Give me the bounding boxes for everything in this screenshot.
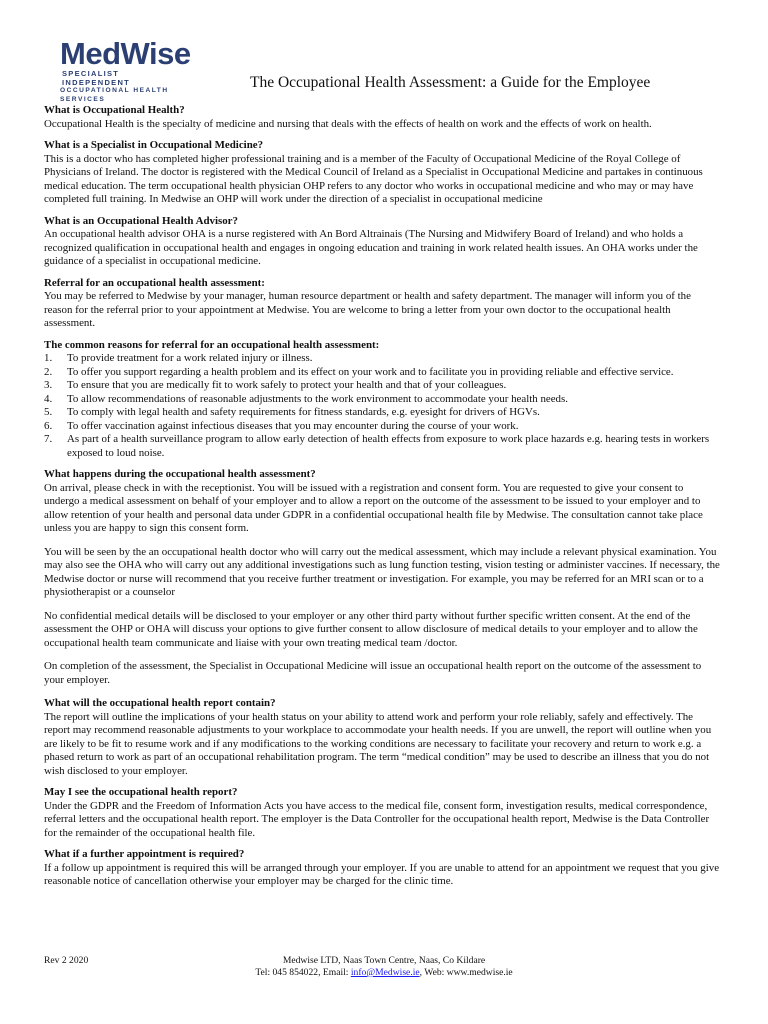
section-advisor — [44, 215, 720, 269]
list-item-text: To provide treatment for a work related injury or illness. — [67, 352, 313, 364]
section-referral — [44, 277, 720, 331]
section-what-is-oh — [44, 104, 720, 131]
section-see-report — [44, 786, 720, 840]
footer-web: , Web: www.medwise.ie — [419, 967, 513, 978]
list-item — [44, 433, 720, 460]
list-item — [44, 352, 720, 366]
reasons-list — [44, 352, 720, 460]
section-during-assessment — [44, 468, 720, 687]
list-item — [44, 406, 720, 420]
section-heading: What is an Occupational Health Advisor? — [44, 214, 238, 227]
section-paragraph: Under the GDPR and the Freedom of Information Acts you have access to the medical file, consent form, investigation results, medical correspondence, referral letters and the occupational health report. The employer is the Data Controller for the occupational health report, Medwise is the Data Controller for the remainder of the occupational health file. — [44, 799, 710, 839]
footer-address: Medwise LTD, Naas Town Centre, Naas, Co Kildare — [282, 955, 486, 966]
section-heading: The common reasons for referral for an occupational health assessment: — [44, 338, 380, 351]
list-item-text: To offer vaccination against infectious diseases that you may encounter during the course of your work. — [67, 419, 519, 432]
section-paragraph: Occupational Health is the specialty of medicine and nursing that deals with the effects of health on work and the effects of work on health. — [44, 117, 652, 130]
section-heading: What is Occupational Health? — [44, 104, 185, 116]
section-heading: What happens during the occupational health assessment? — [44, 468, 316, 480]
section-paragraph: No confidential medical details will be disclosed to your employer or any other third party without further specific written consent. At the end of the assessment the OHP or OHA will discuss your options to give further consent to allow disclosure of medical details to your employer and to allow the occupational health team communicate and liaise with your own treating medical team /doctor. — [44, 609, 698, 649]
logo-tagline-2: OCCUPATIONAL HEALTH SERVICES — [60, 87, 169, 103]
document-body — [44, 104, 720, 897]
list-item-text: To allow recommendations of reasonable adjustments to the work environment to accommodate your health needs. — [67, 392, 568, 405]
document-title: The Occupational Health Assessment: a Guide for the Employee — [250, 74, 651, 91]
section-heading: What is a Specialist in Occupational Medicine? — [44, 139, 264, 151]
section-paragraph: If a follow up appointment is required this will be arranged through your employer. If you are unable to attend for an appointment we request that you give reasonable notice of cancellation otherwise your employer may be charged for the clinic time. — [44, 861, 720, 887]
list-item-text: To offer you support regarding a health problem and its effect on your work and to facilitate you in providing reliable and effective service. — [67, 365, 674, 378]
section-paragraph: An occupational health advisor OHA is a nurse registered with An Bord Altrainais (The Nursing and Midwifery Board of Ireland) and who holds a recognized qualification in occupational health and engages in ongoing education and training in work related health issues. An OHA works under the guidance of a specialist in occupational medicine. — [44, 228, 698, 267]
section-paragraph: You will be seen by the an occupational health doctor who will carry out the medical assessment, which may include a relevant physical examination. You may also see the OHA who will carry out any additional investigations such as lung function testing, vision testing or administer vaccines. If necessary, the Medwise doctor or nurse will recommend that you receive further treatment or investigation. For example, you may be referred for an MRI scan or to a physiotherapist or a counselor — [44, 545, 720, 598]
section-paragraph: On arrival, please check in with the receptionist. You will be issued with a registration and consent form. You are requested to give your consent to undergo a medical assessment on behalf of your employer and to allow a report on the outcome of the assessment to be issued to your employer and to allow retention of your health and personal data under GDPR in a confidential occupational health file by Medwise. The consultation cannot take place unless you are happy to sign this consent form. — [44, 481, 703, 534]
list-item — [44, 379, 720, 393]
logo-tagline-1: SPECIALIST INDEPENDENT — [62, 69, 131, 87]
list-item-number: 3. — [44, 379, 53, 391]
section-report-contents — [44, 697, 720, 778]
list-item-number: 6. — [44, 419, 53, 432]
email-link[interactable]: info@Medwise.ie — [350, 967, 420, 978]
section-heading: Referral for an occupational health assessment: — [44, 276, 265, 289]
list-item-number: 7. — [44, 433, 53, 445]
section-paragraph: This is a doctor who has completed higher professional training and is a member of the Faculty of Occupational Medicine of the Royal College of Physicians of Ireland. The doctor is registered with the Medical Council of Ireland as a Specialist in Occupational Medicine and partakes in continuous medical education. The term occupational health physician OHP refers to any doctor who works in occupational medicine and who may or may have completed full training. In Medwise an OHP will work under the direction of a specialist in occupational medicine — [44, 152, 703, 205]
section-heading: What will the occupational health report contain? — [44, 697, 276, 709]
section-paragraph: The report will outline the implications of your health status on your ability to attend work and perform your role reliably, safely and effectively. The report may recommend reasonable adjustments to your workplace to accommodate your health needs. If you are unwell, the report will outline when you are likely to be fit to resume work and if any modifications to the working conditions are necessary to facilitate your recovery and return to work e.g. a phased return to work as part of an occupational rehabilitation program. The term “medical condition” may be used to describe an illness that you do not wish disclosed to your employer. — [44, 710, 712, 777]
list-item-number: 1. — [44, 352, 53, 364]
list-item — [44, 393, 720, 407]
section-heading: May I see the occupational health report? — [44, 786, 238, 798]
section-further-appointment — [44, 848, 720, 889]
section-paragraph: You may be referred to Medwise by your manager, human resource department or health and safety department. The manager will inform you of the reason for the referral prior to your appointment at Medwise. You are welcome to bring a letter from your own doctor to the occupational health assessment. — [44, 290, 691, 329]
section-heading: What if a further appointment is required? — [44, 848, 245, 860]
logo-wordmark: MedWise — [60, 36, 191, 71]
section-paragraph: On completion of the assessment, the Specialist in Occupational Medicine will issue an occupational health report on the outcome of the assessment to your employer. — [44, 660, 702, 686]
section-specialist — [44, 139, 720, 207]
list-item-text: To ensure that you are medically fit to work safely to protect your health and that of your colleagues. — [67, 379, 507, 391]
list-item-text: As part of a health surveillance program to allow early detection of health effects from exposure to work place hazards e.g. hearing tests in workers exposed to loud noise. — [67, 433, 710, 459]
medwise-logo — [60, 38, 190, 104]
list-item — [44, 420, 720, 434]
list-item-number: 4. — [44, 392, 53, 405]
footer-tel: Tel: 045 854022, Email: — [255, 967, 351, 978]
list-item-text: To comply with legal health and safety requirements for fitness standards, e.g. eyesight for drivers of HGVs. — [67, 406, 540, 418]
list-item-number: 5. — [44, 406, 53, 418]
list-item — [44, 366, 720, 380]
section-reasons — [44, 339, 720, 461]
footer-contact — [200, 955, 568, 979]
list-item-number: 2. — [44, 365, 53, 378]
footer-contact-line — [200, 967, 568, 979]
revision-label: Rev 2 2020 — [44, 955, 89, 966]
